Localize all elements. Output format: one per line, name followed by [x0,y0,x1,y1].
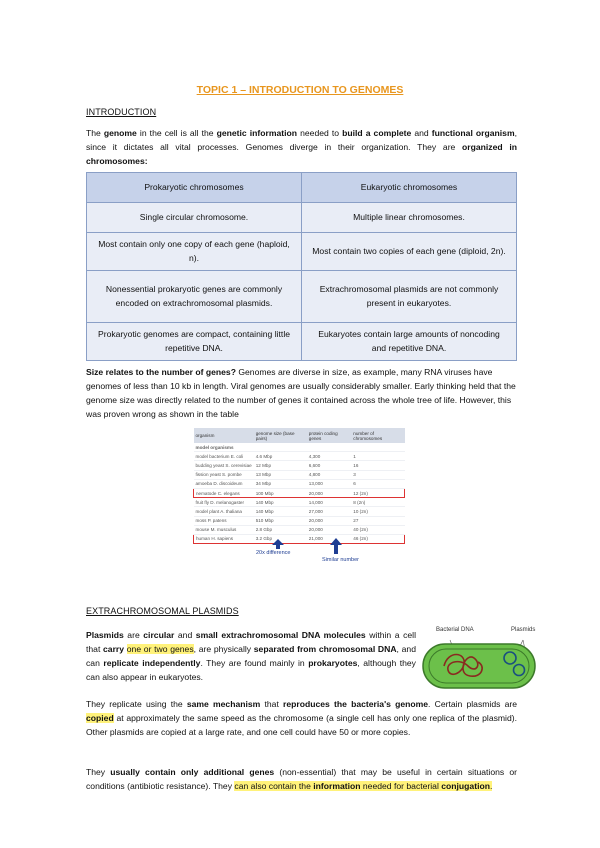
table-row-highlighted [194,534,405,543]
genome-header-cell: organism [194,428,254,443]
genome-cell [307,443,352,452]
genome-cell: 8 (2n) [351,498,404,507]
highlight: copied [86,713,114,723]
table-row [194,479,405,488]
chromosome-comparison-table [86,172,517,361]
genome-cell: 13,000 [307,479,352,488]
genome-cell: 21,000 [307,534,352,543]
genome-cell: 12 Mbp [254,461,307,470]
genome-cell: 4,800 [307,470,352,479]
table-row [87,271,517,323]
bacterial-dna-label: Bacterial DNA [436,627,474,633]
table-header-row [87,173,517,203]
genome-cell: human H. sapiens [194,534,254,543]
genome-cell: nematode C. elegans [194,488,254,497]
genome-cell: 16 [351,461,404,470]
table-cell: Eukaryotes contain large amounts of noncoding and repetitive DNA. [302,323,517,361]
genome-table-header [194,428,405,443]
difference-caption: 20x difference [256,550,291,556]
genome-cell: 2.8 Gbp [254,525,307,534]
genome-cell: 20,000 [307,525,352,534]
genome-cell: 3.2 Gbp [254,534,307,543]
plasmids-paragraph-2: They replicate using the same mechanism that reproduces the bacteria's genome. Certain plasmids are copied at approximately the same speed as the chromosome (a single cell has only one replica of the plasmid). Other plasmids are copied at a large rate, and one cell could have 50 or more copies. [86,699,518,737]
table-cell: Most contain two copies of each gene (diploid, 2n). [302,233,517,271]
genome-cell: fission yeast S. pombe [194,470,254,479]
genome-cell: fruit fly D. melanogaster [194,498,254,507]
plasmids-paragraph-1: Plasmids are circular and small extrachromosomal DNA molecules within a cell that carry one or two genes, are physically separated from chromosomal DNA, and can replicate independently. They are found mainly in prokaryotes, although they can also appear in eukaryotes. [86,630,416,682]
table-row [87,233,517,271]
genome-cell: 27,000 [307,507,352,516]
table-row [194,461,405,470]
genome-cell: 13 Mbp [254,470,307,479]
introduction-heading: INTRODUCTION [86,107,157,117]
genome-cell: 34 Mbp [254,479,307,488]
genome-cell: 20,000 [307,488,352,497]
genome-cell: moss P. patens [194,516,254,525]
highlight: can also contain the information needed for bacterial conjugation. [234,781,493,791]
table-cell: Single circular chromosome. [87,203,302,233]
table-row [194,507,405,516]
genome-cell: 140 Mbp [254,507,307,516]
genome-cell: 4,300 [307,452,352,461]
genome-cell: 46 (2n) [351,534,404,543]
table-cell: Most contain only one copy of each gene (haploid, n). [87,233,302,271]
table-row [194,452,405,461]
page-title: TOPIC 1 – INTRODUCTION TO GENOMES [196,84,404,96]
genome-cell [351,443,404,452]
genome-cell: 4.6 Mbp [254,452,307,461]
genome-cell: 10 (2n) [351,507,404,516]
table-cell: Extrachromosomal plasmids are not commonly present in eukaryotes. [302,271,517,323]
genome-size-table [193,428,405,544]
table-row [194,443,405,452]
table-cell: Prokaryotic genomes are compact, containing little repetitive DNA. [87,323,302,361]
genome-header-cell: protein coding genes [307,428,352,443]
genome-cell: 12 (2n) [351,488,404,497]
arrow-up-icon [330,538,342,554]
genome-cell: mouse M. musculus [194,525,254,534]
genome-header-cell: genome size (base pairs) [254,428,307,443]
genome-cell: model organisms [194,443,254,452]
genome-cell: 3 [351,470,404,479]
genome-cell: 6 [351,479,404,488]
plasmids-label: Plasmids [511,627,536,633]
intro-paragraph: The genome in the cell is all the genetic information needed to build a complete and functional organism, since it dictates all vital processes. Genomes diverge in their organization. They are organized in chromosomes: [86,128,517,166]
table-cell: Nonessential prokaryotic genes are commonly encoded on extrachromosomal plasmids. [87,271,302,323]
genome-cell: 1 [351,452,404,461]
genome-cell [254,443,307,452]
genome-header-cell: number of chromosomes [351,428,404,443]
table-row [87,203,517,233]
genome-cell: 100 Mbp [254,488,307,497]
table-row [194,470,405,479]
table-row [87,323,517,361]
table-cell: Multiple linear chromosomes. [302,203,517,233]
genome-cell: amoeba D. discoideum [194,479,254,488]
eukaryotic-header: Eukaryotic chromosomes [302,173,517,203]
table-row [194,498,405,507]
similar-caption: Similar number [322,557,359,563]
genome-cell: 20,000 [307,516,352,525]
genome-cell: 510 Mbp [254,516,307,525]
prokaryotic-header: Prokaryotic chromosomes [87,173,302,203]
arrow-up-icon [272,539,284,549]
table-row-highlighted [194,488,405,497]
genome-cell: 140 Mbp [254,498,307,507]
table-row [194,525,405,534]
highlight: one or two genes [126,644,194,654]
genome-cell: 40 (2n) [351,525,404,534]
plasmids-heading: EXTRACHROMOSOMAL PLASMIDS [86,606,239,616]
table-row [194,516,405,525]
size-paragraph: Size relates to the number of genes? Genomes are diverse in size, as example, many RNA viruses have genomes of less than 10 kb in length. Viral genomes are usually considerably smaller. Early thinking held that the genome size was directly related to the number of genes it contained across the whole tree of life. However, this was proven wrong as shown in the table [86,367,516,419]
genome-cell: model plant A. thaliana [194,507,254,516]
plasmids-paragraph-3: They usually contain only additional genes (non-essential) that may be useful in certain situations or conditions (antibiotic resistance). They can also contain the information needed for bacterial conjugation. [86,767,517,791]
bacterial-cell-figure [420,634,538,690]
genome-cell: budding yeast S. cerevisiae [194,461,254,470]
genome-cell: 27 [351,516,404,525]
genome-cell: 6,600 [307,461,352,470]
genome-cell: model bacterium E. coli [194,452,254,461]
genome-cell: 14,000 [307,498,352,507]
